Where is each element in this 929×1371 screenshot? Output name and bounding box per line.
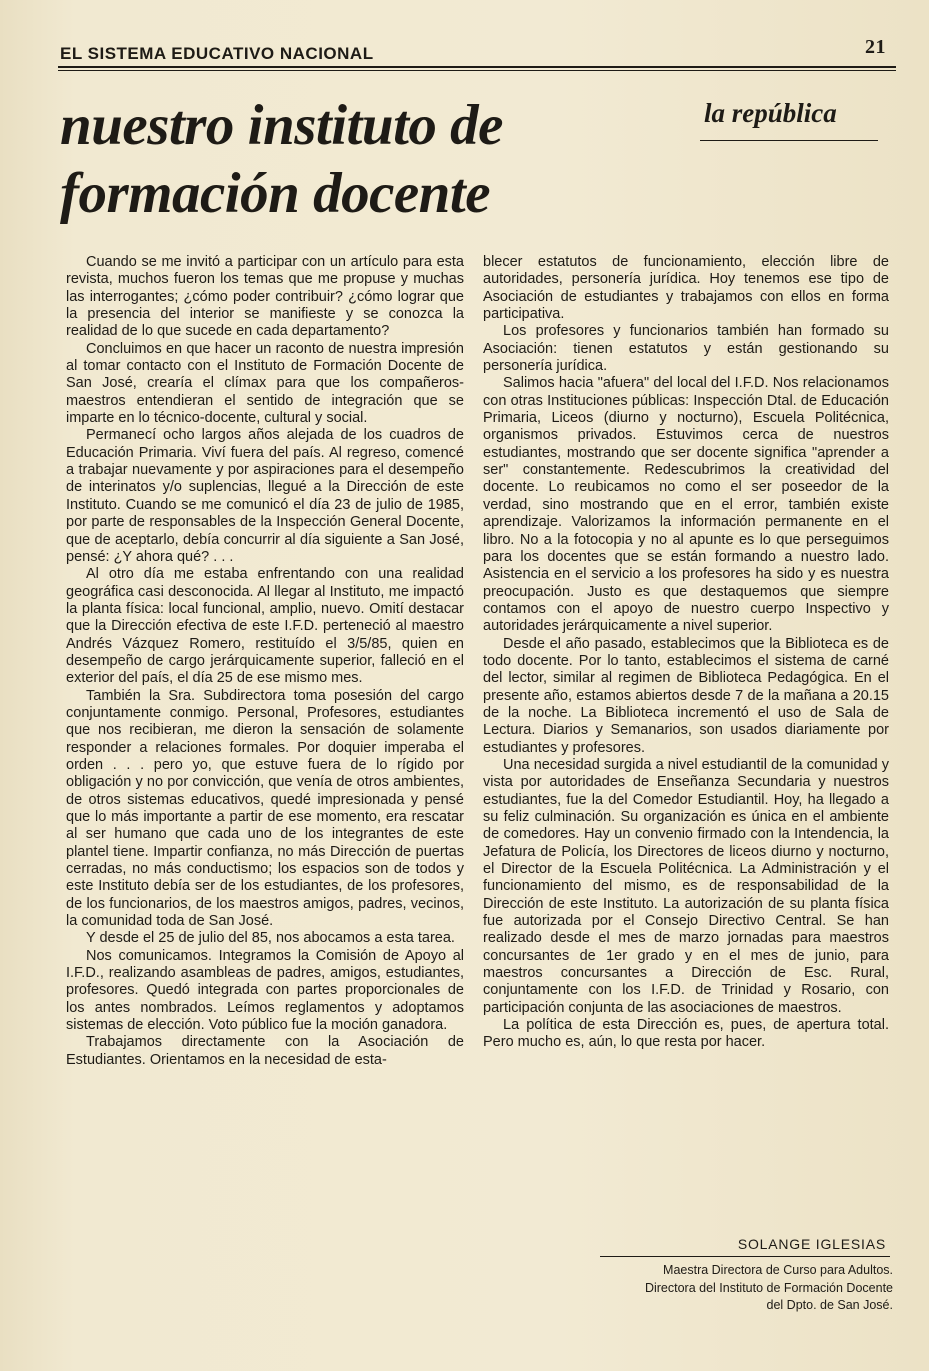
signature-rule [600, 1256, 890, 1257]
paragraph: Los profesores y funcionarios también han formado su Asociación: tienen estatutos y están gestionando su personería jurídica. [483, 323, 889, 375]
paragraph: Permanecí ocho largos años alejada de los cuadros de Educación Primaria. Viví fuera del país. Al regreso, comencé a trabajar nuevamente y por aspiraciones para el desempeño de interinatos y/o suplencias, llegué a la Dirección de este Instituto. Cuando se me comunicó el día 23 de julio de 1985, por parte de responsables de la Inspección General Docente, que de aceptarlo, debía concurrir al día siguiente a San José, pensé: ¿Y ahora qué? . . . [66, 427, 464, 565]
publication-rule [700, 140, 878, 141]
paragraph: Concluimos en que hacer un raconto de nuestra impresión al tomar contacto con el Instituto de Formación Docente de San José, crearía el clímax para que los compañeros-maestros entendieran el sentido de integración que se imparte en lo técnico-docente, cultural y social. [66, 340, 464, 427]
author-credits [540, 1262, 893, 1315]
paragraph: Desde el año pasado, establecimos que la Biblioteca es de todo docente. Por lo tanto, establecimos el sistema de carné del lector, similar al regimen de Biblioteca Pedagógica. En el presente año, estamos abiertos desde 7 de la mañana a 20.15 de la noche. La Biblioteca incrementó el uso de Sala de Lectura. Diarios y Semanarios, son usados diariamente por estudiantes y profesores. [483, 635, 889, 756]
paragraph: La política de esta Dirección es, pues, de apertura total. Pero mucho es, aún, lo que resta por hacer. [483, 1017, 889, 1051]
paragraph: Salimos hacia "afuera" del local del I.F.D. Nos relacionamos con otras Instituciones públicas: Inspección Dtal. de Educación Primaria, Liceos (diurno y nocturno), Escuela Politécnica, organismos privados. Estuvimos cerca de nuestros estudiantes, mostrando que ser docente significa "aprender a ser" constantemente. Redescubrimos la creatividad del docente. Lo reubicamos no como el ser poseedor de la verdad, sino mostrando que en el error, también existe aprendizaje. Valorizamos la información permanente en el libro. No a la fotocopia y no al apunte es lo que perseguimos para los docentes que se están formando a nuestro lado. Asistencia en el servicio a los profesores ha sido y es nuestra preocupación. Justo es que destaquemos que siempre contamos con el apoyo de nuestro cuerpo Inspectivo y autoridades jerárquicamente a nivel superior. [483, 375, 889, 635]
right-column [483, 254, 889, 1052]
paragraph: Y desde el 25 de julio del 85, nos abocamos a esta tarea. [86, 930, 455, 947]
paragraph: Una necesidad surgida a nivel estudiantil de la comunidad y vista por autoridades de Enseñanza Secundaria y nuestros estudiantes, fue la del Comedor Estudiantil. Hoy, ha llegado a su feliz culminación. Su organización es única en el ambiente de comedores. Hay un convenio firmado con la Intendencia, la Jefatura de Policía, los Directores de liceos diurno y nocturno, el Director de la Escuela Politécnica. La Administración y el funcionamiento del mismo, es de responsabilidad de la Dirección de este Instituto. La autorización de su planta física fue autorizada por el Consejo Directivo Central. Se han realizado desde el mes de marzo jornadas para maestros concursantes de 1er grado y en el mes de junio, para maestros concursantes a Dirección de Esc. Rural, conjuntamente con los I.F.D. de Trinidad y Rosario, con participación conjunta de las asociaciones de maestros. [483, 756, 889, 1016]
paragraph: Trabajamos directamente con la Asociación de Estudiantes. Orientamos en la necesidad de esta- [66, 1034, 464, 1068]
page-number: 21 [865, 36, 886, 58]
left-column [66, 254, 464, 1069]
paragraph-continuation: blecer estatutos de funcionamiento, elección libre de autoridades, personería jurídica. Hoy tenemos ese tipo de Asociación de estudiantes y trabajamos con ellos en forma participativa. [483, 254, 889, 323]
header-rule [58, 66, 896, 68]
publication-name: la república [704, 98, 837, 128]
paragraph: Cuando se me invitó a participar con un artículo para esta revista, muchos fueron los temas que me propuse y muchas las interrogantes; ¿cómo poder contribuir? ¿cómo lograr que la presencia del interior se manifieste y se conozca la realidad de lo que sucede en cada departamento? [66, 254, 464, 340]
credit-line: Directora del Instituto de Formación Docente [644, 1280, 893, 1295]
credit-line: del Dpto. de San José. [766, 1298, 893, 1312]
section-title: EL SISTEMA EDUCATIVO NACIONAL [60, 44, 374, 63]
article-title: nuestro instituto de formación docente [60, 94, 503, 225]
header-rule-thin [58, 70, 896, 71]
running-header [60, 36, 886, 64]
credit-line: Maestra Directora de Curso para Adultos. [663, 1263, 893, 1277]
paragraph: Al otro día me estaba enfrentando con una realidad geográfica casi desconocida. Al llegar al Instituto, me impactó la planta física: local funcional, amplio, nuevo. Omití destacar que la Dirección efectiva de este I.F.D. perteneció al maestro Andrés Vázquez Romero, restituído el 3/5/85, quien en desempeño de cargo jerárquicamente superior, falleció en el exterior del país, el día 25 de ese mismo mes. [66, 566, 464, 687]
author-name: SOLANGE IGLESIAS [737, 1236, 886, 1252]
paragraph: También la Sra. Subdirectora toma posesión del cargo conjuntamente conmigo. Personal, Profesores, estudiantes que nos recibieran, me dieron la sensación de solamente responder a relaciones formales. Por doquier imperaba el orden . . . pero yo, que estuve fuera de lo rígido por obligación y no por convicción, que venía de otros ambientes, de otros sistemas educativos, quedé impresionada y pensé que lo más importante a partir de ese momento, era rescatar al ser humano que cada uno de los integrantes de este plantel tiene. Impartir confianza, no más Dirección de puertas cerradas, no más conductismo; los espacios son de todos y este Instituto debía ser de los estudiantes, de los profesores, de los funcionarios, de los maestros amigos, padres, vecinos, la comunidad toda de San José. [66, 687, 464, 930]
paragraph: Nos comunicamos. Integramos la Comisión de Apoyo al I.F.D., realizando asambleas de padres, amigos, estudiantes, profesores. Quedó integrada con partes proporcionales de los antes nombrados. Leímos reglamentos y adoptamos sistemas de elección. Voto público fue la moción ganadora. [66, 947, 464, 1034]
